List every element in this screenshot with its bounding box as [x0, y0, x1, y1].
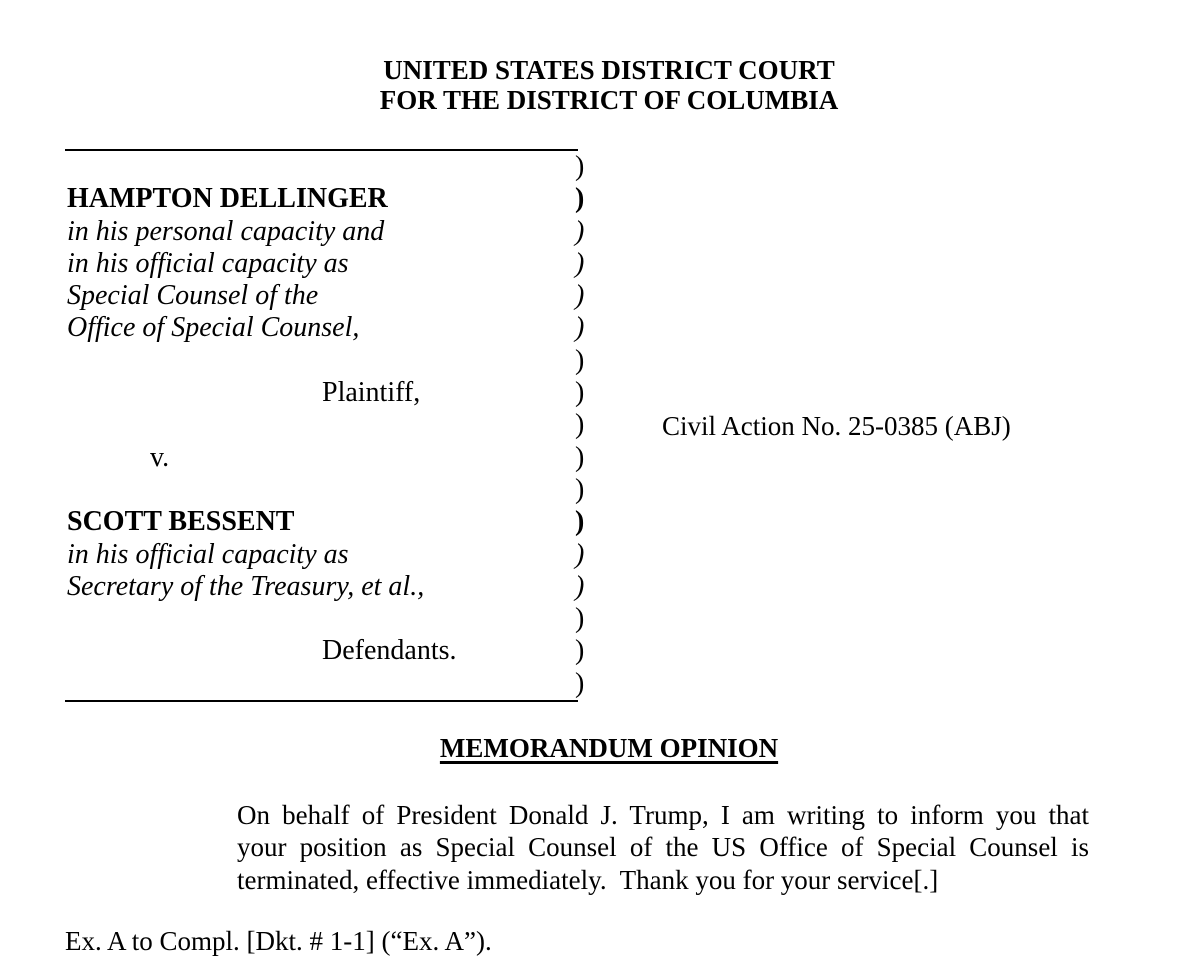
caption-paren: )	[575, 247, 585, 279]
termination-quote	[237, 799, 1089, 896]
caption-row-blank-4	[65, 474, 685, 506]
caption-text: Secretary of the Treasury, et al.,	[67, 570, 425, 602]
court-district: FOR THE DISTRICT OF COLUMBIA	[379, 85, 839, 115]
caption-paren: )	[575, 570, 585, 602]
exhibit-citation: Ex. A to Compl. [Dkt. # 1-1] (“Ex. A”).	[65, 926, 492, 956]
caption-text: Plaintiff,	[322, 377, 421, 409]
caption-row-plaintiff-capacity-2	[65, 248, 685, 280]
caption-paren: )	[575, 635, 585, 667]
quote-line-3: terminated, effective immediately. Thank you for your service[.]	[237, 864, 939, 895]
caption-paren: )	[575, 603, 585, 635]
caption-row-defendant-name	[65, 506, 685, 538]
caption-paren: )	[575, 377, 585, 409]
caption-text: in his personal capacity and	[67, 215, 385, 247]
caption-row-plaintiff-capacity-4	[65, 312, 685, 344]
caption-row-plaintiff-capacity-3	[65, 280, 685, 312]
caption-paren: )	[575, 409, 585, 441]
caption-row-blank-5	[65, 603, 685, 635]
caption-row-plaintiff-designation	[65, 377, 685, 409]
caption-paren: )	[575, 441, 585, 473]
caption-row-versus	[65, 442, 685, 474]
caption-text: SCOTT BESSENT	[67, 506, 295, 538]
caption-row-blank-2	[65, 345, 685, 377]
opinion-title: MEMORANDUM OPINION	[439, 733, 779, 763]
quote-line-1: On behalf of President Donald J. Trump, I am writing to inform you that	[237, 800, 1089, 830]
caption-text: in his official capacity as	[67, 247, 349, 279]
caption-paren: )	[575, 215, 585, 247]
caption-paren: )	[575, 473, 585, 505]
caption-text: v.	[150, 441, 170, 473]
caption-paren: )	[575, 183, 585, 215]
caption-text: Special Counsel of the	[67, 280, 319, 312]
caption-rows	[65, 151, 685, 700]
caption-row-defendant-capacity-1	[65, 539, 685, 571]
caption-paren: )	[575, 312, 585, 344]
caption-paren: )	[575, 151, 585, 182]
caption-row-plaintiff-name	[65, 183, 685, 215]
caption-text: HAMPTON DELLINGER	[67, 183, 388, 215]
caption-paren: )	[575, 538, 585, 570]
caption-row-blank-3	[65, 409, 685, 441]
caption-row-blank-1	[65, 151, 685, 183]
opinion-title-wrap	[65, 733, 1153, 764]
case-number: Civil Action No. 25-0385 (ABJ)	[662, 411, 1011, 441]
caption-text: Defendants.	[322, 635, 457, 667]
case-caption	[65, 149, 685, 705]
court-header	[65, 55, 1153, 115]
caption-rule-bottom	[65, 700, 578, 702]
court-name: UNITED STATES DISTRICT COURT	[383, 55, 835, 85]
caption-text: in his official capacity as	[67, 538, 349, 570]
caption-row-defendants-designation	[65, 635, 685, 667]
caption-paren: )	[575, 344, 585, 376]
caption-paren: )	[575, 506, 585, 538]
caption-paren: )	[575, 280, 585, 312]
caption-paren: )	[575, 667, 585, 699]
caption-text: Office of Special Counsel,	[67, 312, 360, 344]
quote-line-2: your position as Special Counsel of the US Office of Special Counsel is	[237, 832, 1089, 863]
caption-row-defendant-capacity-2	[65, 571, 685, 603]
caption-row-blank-6	[65, 668, 685, 700]
caption-row-plaintiff-capacity-1	[65, 216, 685, 248]
